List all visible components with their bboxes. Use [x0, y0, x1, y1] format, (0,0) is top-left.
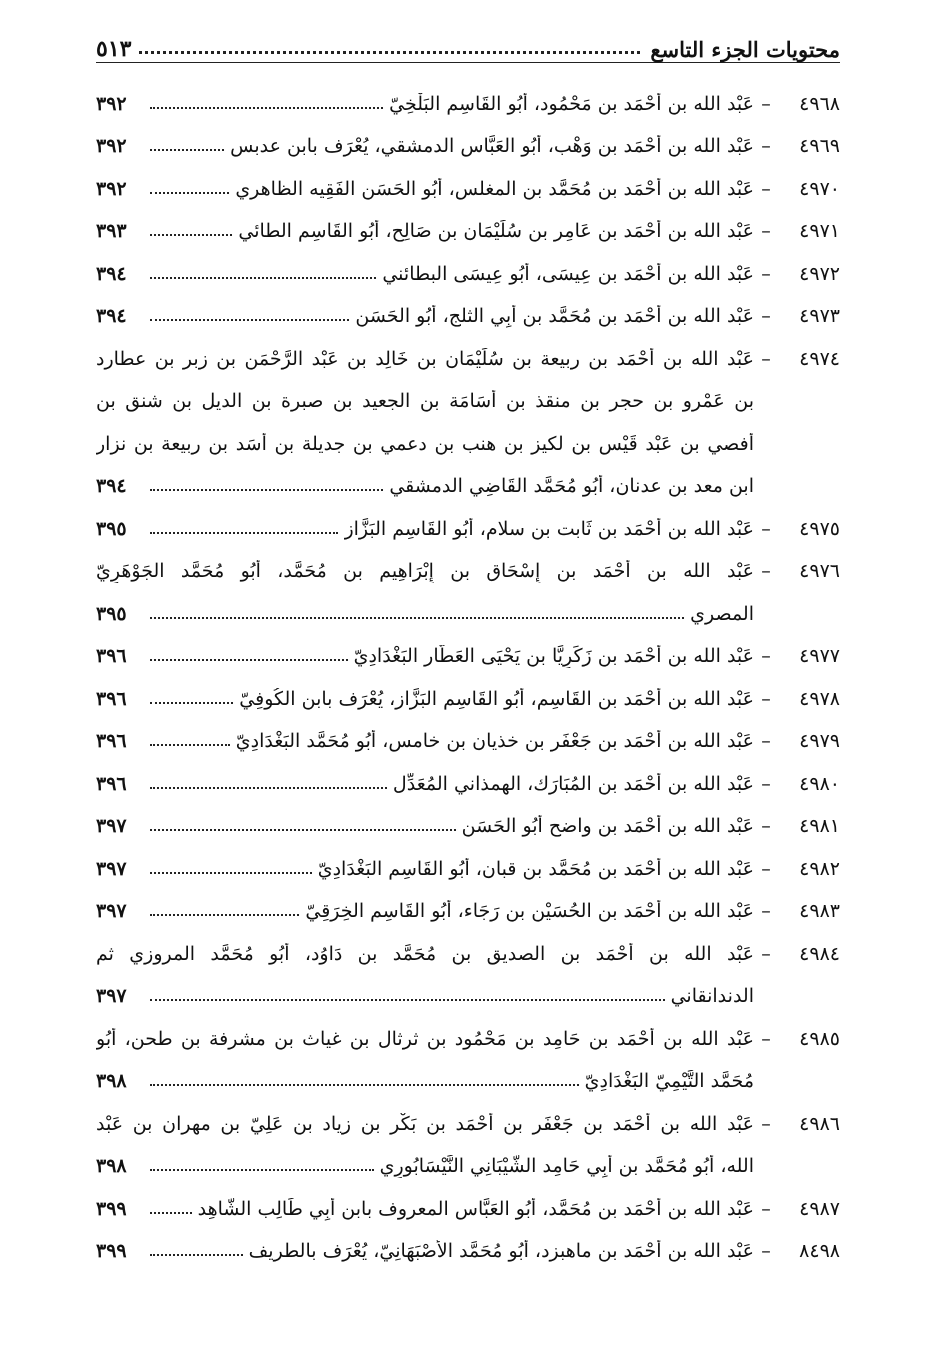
entry-page-number: ٣٩٤: [96, 475, 127, 498]
entry-text: عَبْد الله بن أَحْمَد بن عَامِر بن سُلَيْمَان بن صَالِح، أَبُو القَاسِم الطائي: [238, 220, 754, 243]
entry-page-number: ٣٩٦: [96, 645, 127, 668]
toc-entry: [96, 328, 840, 498]
entry-number: ٨٤٩٨: [799, 1240, 840, 1263]
toc-line: [96, 966, 840, 1009]
entry-text: عَبْد الله بن أَحْمَد بن وَهْب، أَبُو العَبَّاس الدمشقي، يُعْرَف بابن عدبس: [230, 135, 754, 158]
entry-number: ٤٩٧٤: [799, 347, 840, 370]
entry-number: ٤٩٦٩: [799, 135, 840, 158]
entry-page-number: ٣٩٩: [96, 1240, 127, 1263]
entry-text: المصري: [690, 602, 754, 625]
leader-dots: [150, 532, 338, 534]
toc-entry: [96, 243, 840, 286]
entry-text: عَبْد الله بن أَحْمَد بن مُحَمَّد بن أَبِي الثلج، أَبُو الحَسَن: [355, 305, 754, 328]
entry-number: ٤٩٦٨: [799, 92, 840, 115]
toc-line: [96, 583, 840, 626]
toc-line: [96, 413, 840, 456]
entry-page-number: ٣٩٧: [96, 985, 127, 1008]
entry-number: ٤٩٧٨: [799, 687, 840, 710]
entry-text: عَبْد الله بن أَحْمَد بن جَعْفَر بن أَحْمَد بن بَكْر بن زياد بن عَلِيّ بن مهران بن عَبْد: [96, 1112, 754, 1135]
entry-page-number: ٣٩٦: [96, 687, 127, 710]
entry-number: ٤٩٨٠: [799, 772, 840, 795]
entry-dash: –: [761, 560, 771, 583]
entry-text: الدندانقاني: [670, 985, 754, 1008]
entry-number: ٤٩٧٦: [799, 560, 840, 583]
entry-page-number: ٣٩٢: [96, 135, 127, 158]
entry-number: ٤٩٧٣: [799, 305, 840, 328]
entry-dash: –: [761, 942, 771, 965]
leader-dots: [150, 277, 376, 279]
entry-page-number: ٣٩٤: [96, 305, 127, 328]
entry-text: عَبْد الله بن أَحْمَد بن مُحَمَّد، أَبُو العَبَّاس المعروف بابن أَبِي طَالِب الشَّاهِد: [197, 1197, 754, 1220]
toc-entry: [96, 158, 840, 201]
toc-line: [96, 1008, 840, 1051]
entry-text: عَبْد الله بن أَحْمَد بن حَامِد بن مَحْمُود بن ثرثال بن غياث بن مشرفة بن طحن، أَبُو: [96, 1027, 754, 1050]
entry-number: ٤٩٨٢: [799, 857, 840, 880]
toc-line: [96, 371, 840, 414]
entry-dash: –: [761, 730, 771, 753]
entry-text: عَبْد الله بن أَحْمَد بن الحُسَيْن بن رَجَاء، أَبُو القَاسِم الخِرَقِيّ: [305, 900, 754, 923]
entry-page-number: ٣٩٧: [96, 900, 127, 923]
table-of-contents: [96, 73, 840, 1263]
entry-text: عَبْد الله بن أَحْمَد بن عِيسَى، أَبُو عِيسَى البطائني: [382, 262, 754, 285]
entry-page-number: ٣٩٧: [96, 815, 127, 838]
leader-dots: [150, 319, 349, 321]
toc-entry: [96, 626, 840, 669]
entry-text: عَبْد الله بن أَحْمَد بن ربيعة بن سُلَيْمَان بن خَالِد بن عَبْد الرَّحْمَن بن زبر بن عطارد: [96, 347, 754, 370]
toc-entry: [96, 286, 840, 329]
toc-line: [96, 201, 840, 244]
leader-dots: [150, 107, 383, 109]
toc-line: [96, 881, 840, 924]
toc-entry: [96, 1093, 840, 1178]
entry-dash: –: [761, 1240, 771, 1263]
entry-page-number: ٣٩٥: [96, 602, 127, 625]
entry-page-number: ٣٩٣: [96, 220, 127, 243]
entry-text: مُحَمَّد التَّيْمِيّ البَغْدَادِيّ: [584, 1070, 754, 1093]
entry-text: عَبْد الله بن أَحْمَد بن القَاسِم، أَبُو القَاسِم البَزَّاز، يُعْرَف بابن الكُوفِيّ: [239, 687, 754, 710]
entry-text: الله، أَبُو مُحَمَّد بن أَبِي حَامِد الشَّيْبَانِي النَّيْسَابُورِي: [379, 1155, 754, 1178]
entry-dash: –: [761, 262, 771, 285]
toc-entry: [96, 711, 840, 754]
toc-line: [96, 796, 840, 839]
toc-line: [96, 626, 840, 669]
entry-dash: –: [761, 135, 771, 158]
entry-page-number: ٣٩٢: [96, 177, 127, 200]
header-leader-dots: [139, 51, 640, 54]
entry-page-number: ٣٩٦: [96, 730, 127, 753]
toc-line: [96, 1178, 840, 1221]
entry-text: عَبْد الله بن أَحْمَد بن مُحَمَّد بن المغلس، أَبُو الحَسَن الفَقِيه الظاهري: [235, 177, 754, 200]
toc-line: [96, 541, 840, 584]
entry-dash: –: [761, 645, 771, 668]
entry-text: عَبْد الله بن أَحْمَد بن واضح أَبُو الحَسَن: [461, 815, 754, 838]
entry-page-number: ٣٩٤: [96, 262, 127, 285]
toc-entry: [96, 881, 840, 924]
entry-text: بن عَمْرو بن حجر بن منقذ بن أُسَامَة بن الجعيد بن صبرة بن الديل بن شنق بن: [96, 390, 754, 413]
entry-dash: –: [761, 517, 771, 540]
toc-line: [96, 1136, 840, 1179]
toc-line: [96, 753, 840, 796]
toc-entry: [96, 1178, 840, 1221]
leader-dots: [150, 702, 233, 704]
toc-entry: [96, 1008, 840, 1093]
entry-number: ٤٩٧١: [799, 220, 840, 243]
entry-text: عَبْد الله بن أَحْمَد بن إِسْحَاق بن إِبْرَاهِيم بن مُحَمَّد، أَبُو مُحَمَّد الجَوْهَرِيّ: [96, 560, 754, 583]
toc-line: [96, 286, 840, 329]
leader-dots: [150, 1084, 579, 1086]
toc-line: [96, 1051, 840, 1094]
toc-line: [96, 1221, 840, 1264]
entry-page-number: ٣٩٧: [96, 857, 127, 880]
entry-number: ٤٩٨١: [799, 815, 840, 838]
page-number: ٥١٣: [96, 36, 132, 62]
entry-number: ٤٩٨٥: [799, 1027, 840, 1050]
entry-dash: –: [761, 347, 771, 370]
entry-text: أفصي بن عَبْد قَيْس بن لكيز بن هنب بن دعمي بن جديلة بن أَسَد بن ربيعة بن نزار: [96, 432, 754, 455]
entry-text: ابن معد بن عدنان، أَبُو مُحَمَّد القَاضِي الدمشقي: [389, 475, 754, 498]
entry-number: ٤٩٨٦: [799, 1112, 840, 1135]
entry-text: عَبْد الله بن أَحْمَد بن ماهبزد، أَبُو مُحَمَّد الأَصْبَهَانِيّ، يُعْرَف بالطريف: [248, 1240, 754, 1263]
toc-line: [96, 668, 840, 711]
entry-number: ٤٩٧٧: [799, 645, 840, 668]
entry-page-number: ٣٩٨: [96, 1155, 127, 1178]
entry-text: عَبْد الله بن أَحْمَد بن المُبَارَك، الهمذاني المُعَدِّل: [392, 772, 754, 795]
entry-number: ٤٩٧٥: [799, 517, 840, 540]
toc-line: [96, 456, 840, 499]
toc-entry: [96, 201, 840, 244]
leader-dots: [150, 914, 299, 916]
toc-entry: [96, 116, 840, 159]
entry-dash: –: [761, 92, 771, 115]
entry-page-number: ٣٩٦: [96, 772, 127, 795]
entry-dash: –: [761, 857, 771, 880]
toc-entry: [96, 796, 840, 839]
entry-page-number: ٣٩٢: [96, 92, 127, 115]
toc-line: [96, 116, 840, 159]
entry-text: عَبْد الله بن أَحْمَد بن ثَابت بن سلام، أَبُو القَاسِم البَزَّاز: [344, 517, 754, 540]
leader-dots: [150, 192, 229, 194]
toc-line: [96, 711, 840, 754]
entry-dash: –: [761, 1197, 771, 1220]
leader-dots: [150, 149, 224, 151]
entry-text: عَبْد الله بن أَحْمَد بن الصديق بن مُحَمَّد بن دَاوُد، أَبُو مُحَمَّد المروزي ثم: [96, 942, 754, 965]
toc-line: [96, 158, 840, 201]
entry-number: ٤٩٧٩: [799, 730, 840, 753]
entry-dash: –: [761, 220, 771, 243]
toc-line: [96, 328, 840, 371]
leader-dots: [150, 489, 383, 491]
toc-entry: [96, 753, 840, 796]
entry-dash: –: [761, 900, 771, 923]
toc-entry: [96, 923, 840, 1008]
entry-number: ٤٩٨٣: [799, 900, 840, 923]
entry-page-number: ٣٩٥: [96, 517, 127, 540]
leader-dots: [150, 829, 456, 831]
entry-text: عَبْد الله بن أَحْمَد بن زَكَرِيَّا بن يَحْيَى العَطَّار البَغْدَادِيّ: [353, 645, 754, 668]
toc-entry: [96, 1221, 840, 1264]
leader-dots: [150, 1212, 192, 1214]
entry-dash: –: [761, 687, 771, 710]
leader-dots: [150, 999, 665, 1001]
toc-line: [96, 838, 840, 881]
entry-dash: –: [761, 1112, 771, 1135]
toc-line: [96, 923, 840, 966]
toc-line: [96, 243, 840, 286]
entry-number: ٤٩٨٧: [799, 1197, 840, 1220]
toc-entry: [96, 541, 840, 626]
entry-dash: –: [761, 815, 771, 838]
entry-dash: –: [761, 177, 771, 200]
entry-number: ٤٩٨٤: [799, 942, 840, 965]
leader-dots: [150, 744, 230, 746]
page-header: [96, 26, 840, 63]
leader-dots: [150, 872, 312, 874]
entry-number: ٤٩٧٠: [799, 177, 840, 200]
toc-line: [96, 498, 840, 541]
toc-entry: [96, 668, 840, 711]
leader-dots: [150, 659, 348, 661]
page-title: محتويات الجزء التاسع: [650, 37, 840, 62]
entry-text: عَبْد الله بن أَحْمَد بن مُحَمَّد بن قبان، أَبُو القَاسِم البَغْدَادِيّ: [317, 857, 754, 880]
entry-dash: –: [761, 1027, 771, 1050]
toc-entry: [96, 73, 840, 116]
entry-text: عَبْد الله بن أَحْمَد بن جَعْفَر بن خذيان بن خامس، أَبُو مُحَمَّد البَغْدَادِيّ: [235, 730, 754, 753]
entry-dash: –: [761, 772, 771, 795]
entry-page-number: ٣٩٨: [96, 1070, 127, 1093]
leader-dots: [150, 1254, 243, 1256]
toc-entry: [96, 498, 840, 541]
leader-dots: [150, 617, 684, 619]
leader-dots: [150, 234, 232, 236]
toc-line: [96, 73, 840, 116]
entry-text: عَبْد الله بن أَحْمَد بن مَحْمُود، أَبُو القَاسِم البَلْخِيّ: [389, 92, 754, 115]
toc-entry: [96, 838, 840, 881]
leader-dots: [150, 787, 387, 789]
entry-number: ٤٩٧٢: [799, 262, 840, 285]
entry-dash: –: [761, 305, 771, 328]
toc-line: [96, 1093, 840, 1136]
leader-dots: [150, 1169, 374, 1171]
entry-page-number: ٣٩٩: [96, 1197, 127, 1220]
